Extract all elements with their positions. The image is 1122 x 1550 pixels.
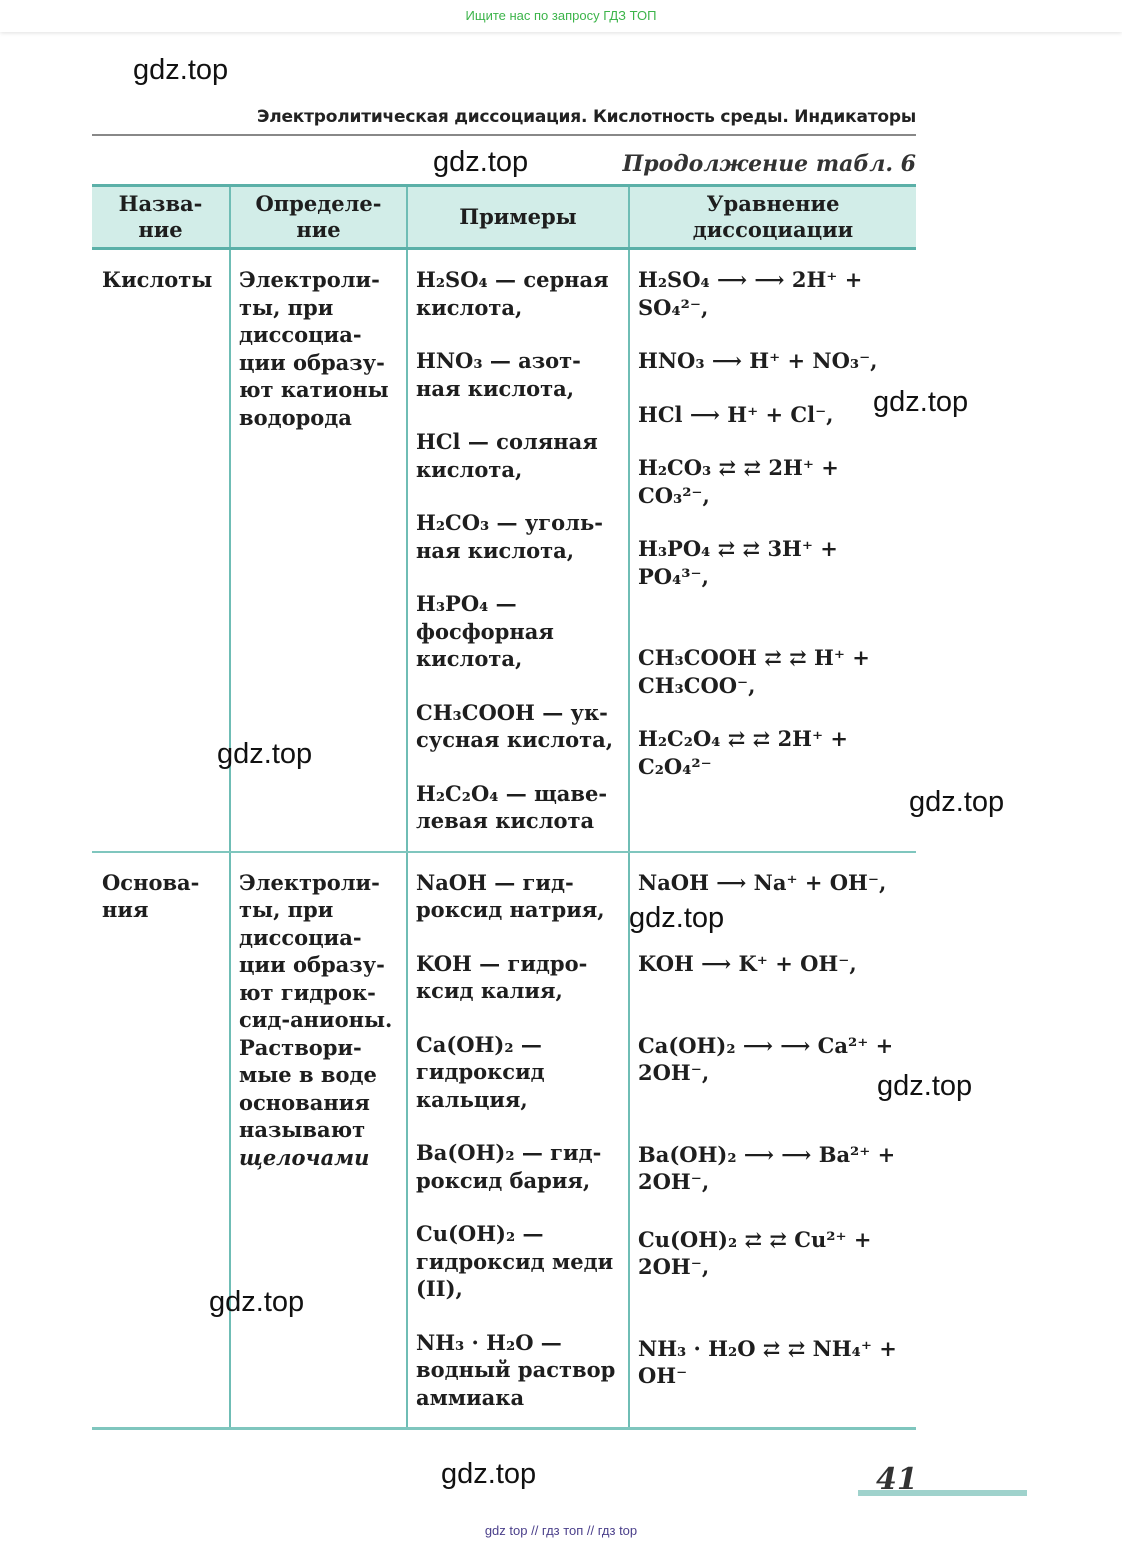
example-item: H₂CO₃ — уголь-ная кислота, [416,510,603,563]
page-number: 41 [876,1462,918,1497]
equation-item: Ca(OH)₂ ⟶ ⟶ Ca²⁺ + 2OH⁻, [638,1032,894,1085]
watermark: gdz.top [629,902,725,934]
watermark: gdz.top [873,386,969,418]
equation-item: HNO₃ ⟶ H⁺ + NO₃⁻, [638,348,878,373]
equation-item: HCl ⟶ H⁺ + Cl⁻, [638,401,834,427]
top-banner[interactable] [0,0,1122,32]
cell-name: Кислоты [92,249,230,852]
example-item: CH₃COOH — ук-сусная кислота, [416,699,614,752]
example-item: Ba(OH)₂ — гид-роксид бария, [416,1140,602,1193]
example-item: KOH — гидро-ксид калия, [416,950,588,1003]
header-rule [92,134,916,136]
equation-item: KOH ⟶ K⁺ + OH⁻, [638,951,857,976]
table-row-acids [92,249,916,852]
equation-item: H₂CO₃ ⇄ ⇄ 2H⁺ + CO₃²⁻, [638,455,839,508]
cell-equations [629,852,916,1429]
header-examples: Примеры [407,186,629,249]
watermark: gdz.top [877,1070,973,1102]
watermark: gdz.top [441,1458,537,1490]
cell-examples [407,852,629,1429]
equation-item: H₂SO₄ ⟶ ⟶ 2H⁺ + SO₄²⁻, [638,267,863,320]
watermark: gdz.top [133,54,229,86]
header-definition: Определе- ние [230,186,407,249]
equation-item: CH₃COOH ⇄ ⇄ H⁺ + CH₃COO⁻, [638,645,870,698]
example-item: HNO₃ — азот-ная кислота, [416,348,581,401]
table-row-bases [92,852,916,1429]
header-equation: Уравнение диссоциации [629,186,916,249]
watermark: gdz.top [433,146,529,178]
cell-equations [629,249,916,852]
equation-item: H₂C₂O₄ ⇄ ⇄ 2H⁺ + C₂O₄²⁻ [638,726,849,779]
example-item: NaOH — гид-роксид натрия, [416,869,605,922]
equation-item: H₃PO₄ ⇄ ⇄ 3H⁺ + PO₄³⁻, [638,536,838,589]
equation-item: Cu(OH)₂ ⇄ ⇄ Cu²⁺ + 2OH⁻, [638,1226,872,1279]
cell-examples [407,249,629,852]
equation-item: NH₃ · H₂O ⇄ ⇄ NH₄⁺ + OH⁻ [638,1335,897,1388]
equation-item: NaOH ⟶ Na⁺ + OH⁻, [638,869,887,895]
example-item: HCl — соляная кислота, [416,429,598,482]
example-item: H₂SO₄ — серная кислота, [416,267,609,320]
watermark: gdz.top [217,738,313,770]
top-banner-text[interactable]: Ищите нас по запросу ГДЗ ТОП [465,8,657,23]
footer-links[interactable]: gdz top // гдз топ // гдз top [484,1523,638,1538]
cell-definition: Электроли-ты, при диссоциа-ции образу-ют катионы водорода [230,249,407,852]
example-item: Cu(OH)₂ — гидроксид меди (II), [416,1221,614,1301]
watermark: gdz.top [209,1286,305,1318]
running-header: Электролитическая диссоциация. Кислотность среды. Индикаторы [256,107,916,127]
equation-item: Ba(OH)₂ ⟶ ⟶ Ba²⁺ + 2OH⁻, [638,1141,896,1194]
watermark: gdz.top [909,786,1005,818]
example-item: NH₃ · H₂O — водный раствор аммиака [416,1329,616,1410]
example-item: H₂C₂O₄ — щаве-левая кислота [416,780,608,833]
table-header-row [92,186,916,249]
table-continuation-label: Продолжение табл. 6 [622,151,916,177]
example-item: Ca(OH)₂ — гидроксид кальция, [416,1031,545,1112]
cell-name: Основа-ния [92,852,230,1429]
cell-definition: Электроли-ты, при диссоциа-ции образу-ют гидрок-сид-анионы. Раствори-мые в воде основания называют щелочами [230,852,407,1429]
example-item: H₃PO₄ — фосфорная кислота, [416,591,554,671]
header-name: Назва- ние [92,186,230,249]
definition-italic-term: щелочами [239,1144,370,1170]
dissociation-table [92,184,916,1430]
